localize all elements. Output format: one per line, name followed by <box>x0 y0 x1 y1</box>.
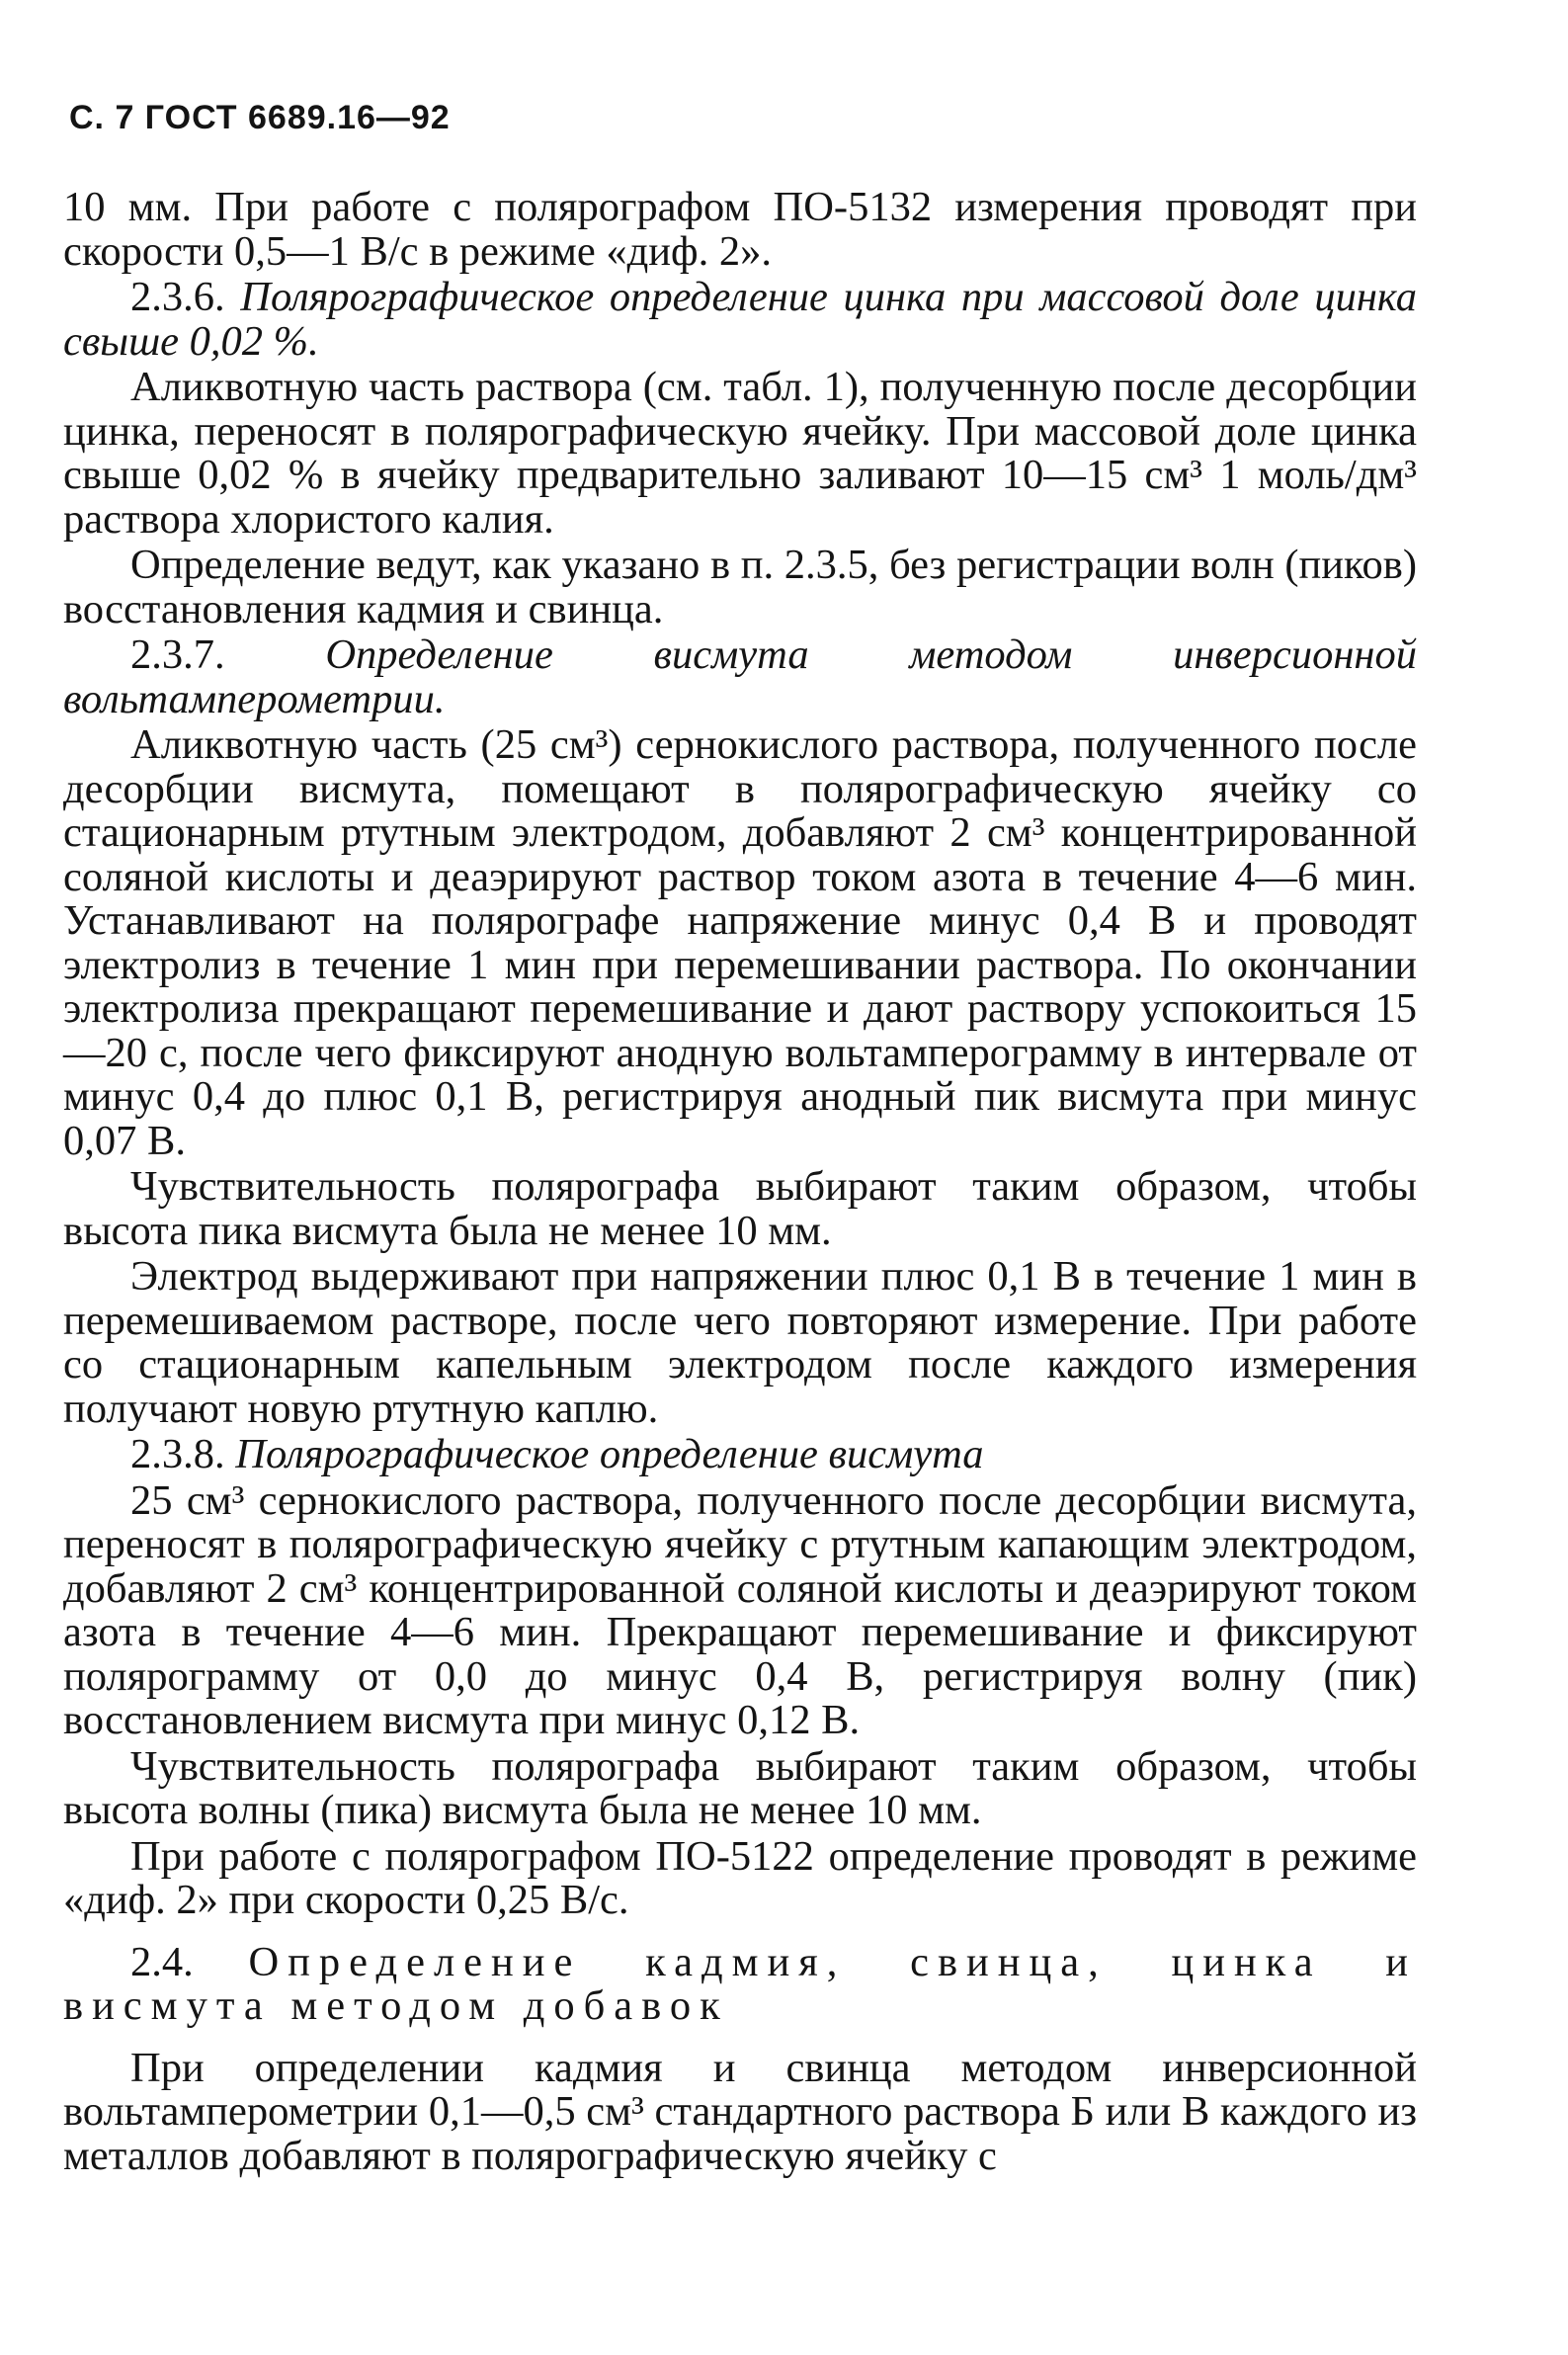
section-title: Определение висмута методом инверсионной вольтамперометрии. <box>63 631 1417 722</box>
paragraph: 10 мм. При работе с полярографом ПО-5132 измерения проводят при скорости 0,5—1 В/с в режиме «диф. 2». <box>63 184 1417 275</box>
paragraph: Чувствительность полярографа выбирают таким образом, чтобы высота волны (пика) висмута была не менее 10 мм. <box>63 1742 1417 1833</box>
section-heading <box>63 1938 1418 2029</box>
document-body <box>63 186 1417 2180</box>
section-number: 2.3.8. <box>130 1431 225 1477</box>
paragraph: При определении кадмия и свинца методом инверсионной вольтамперометрии 0,1—0,5 см³ стандартного раствора Б или В каждого из металлов добавляют в полярографическую ячейку с <box>63 2044 1417 2179</box>
section-number: 2.3.6. <box>130 274 225 320</box>
section-heading <box>63 633 1417 721</box>
section-heading <box>63 1433 1417 1477</box>
paragraph: При работе с полярографом ПО-5122 определение проводят в режиме «диф. 2» при скорости 0,25 В/с. <box>63 1832 1417 1923</box>
paragraph: Определение ведут, как указано в п. 2.3.5, без регистрации волн (пиков) восстановления кадмия и свинца. <box>63 542 1417 632</box>
paragraph: Чувствительность полярографа выбирают таким образом, чтобы высота пика висмута была не менее 10 мм. <box>63 1163 1417 1254</box>
page-header: С. 7 ГОСТ 6689.16—92 <box>69 99 451 136</box>
section-title: Полярографическое определение цинка при массовой доле цинка свыше 0,02 %. <box>63 274 1417 365</box>
paragraph: Аликвотную часть раствора (см. табл. 1), полученную после десорбции цинка, переносят в полярографическую ячейку. При массовой доле цинка свыше 0,02 % в ячейку предварительно заливают 10—15 см³ 1 моль/дм³ раствора хлористого калия. <box>63 364 1417 543</box>
paragraph: 25 см³ сернокислого раствора, полученного после десорбции висмута, переносят в полярографическую ячейку с ртутным капающим электродом, добавляют 2 см³ концентрированной соляной кислоты и деаэрируют током азота в течение 4—6 мин. Прекращают перемешивание и фиксируют полярограмму от 0,0 до минус 0,4 В, регистрируя волну (пик) восстановлением висмута при минус 0,12 В. <box>63 1476 1417 1743</box>
section-heading <box>63 276 1417 364</box>
section-title: Определение кадмия, свинца, цинка и висмута методом добавок <box>63 1938 1418 2029</box>
paragraph: Электрод выдерживают при напряжении плюс 0,1 В в течение 1 мин в перемешиваемом растворе, после чего повторяют измерение. При работе со стационарным капельным электродом после каждого измерения получают новую ртутную каплю. <box>63 1253 1417 1432</box>
paragraph: Аликвотную часть (25 см³) сернокислого раствора, полученного после десорбции висмута, помещают в полярографическую ячейку со стационарным ртутным электродом, добавляют 2 см³ концентрированной соляной кислоты и деаэрируют раствор током азота в течение 4—6 мин. Устанавливают на полярографе напряжение минус 0,4 В и проводят электролиз в течение 1 мин при перемешивании раствора. По окончании электролиза прекращают перемешивание и дают раствору успокоиться 15—20 с, после чего фиксируют анодную вольтамперограмму в интервале от минус 0,4 до плюс 0,1 В, регистрируя анодный пик висмута при минус 0,07 В. <box>63 721 1417 1164</box>
section-number: 2.3.7. <box>130 631 225 678</box>
section-title: Полярографическое определение висмута <box>235 1431 984 1477</box>
section-number: 2.4. <box>130 1938 194 1985</box>
